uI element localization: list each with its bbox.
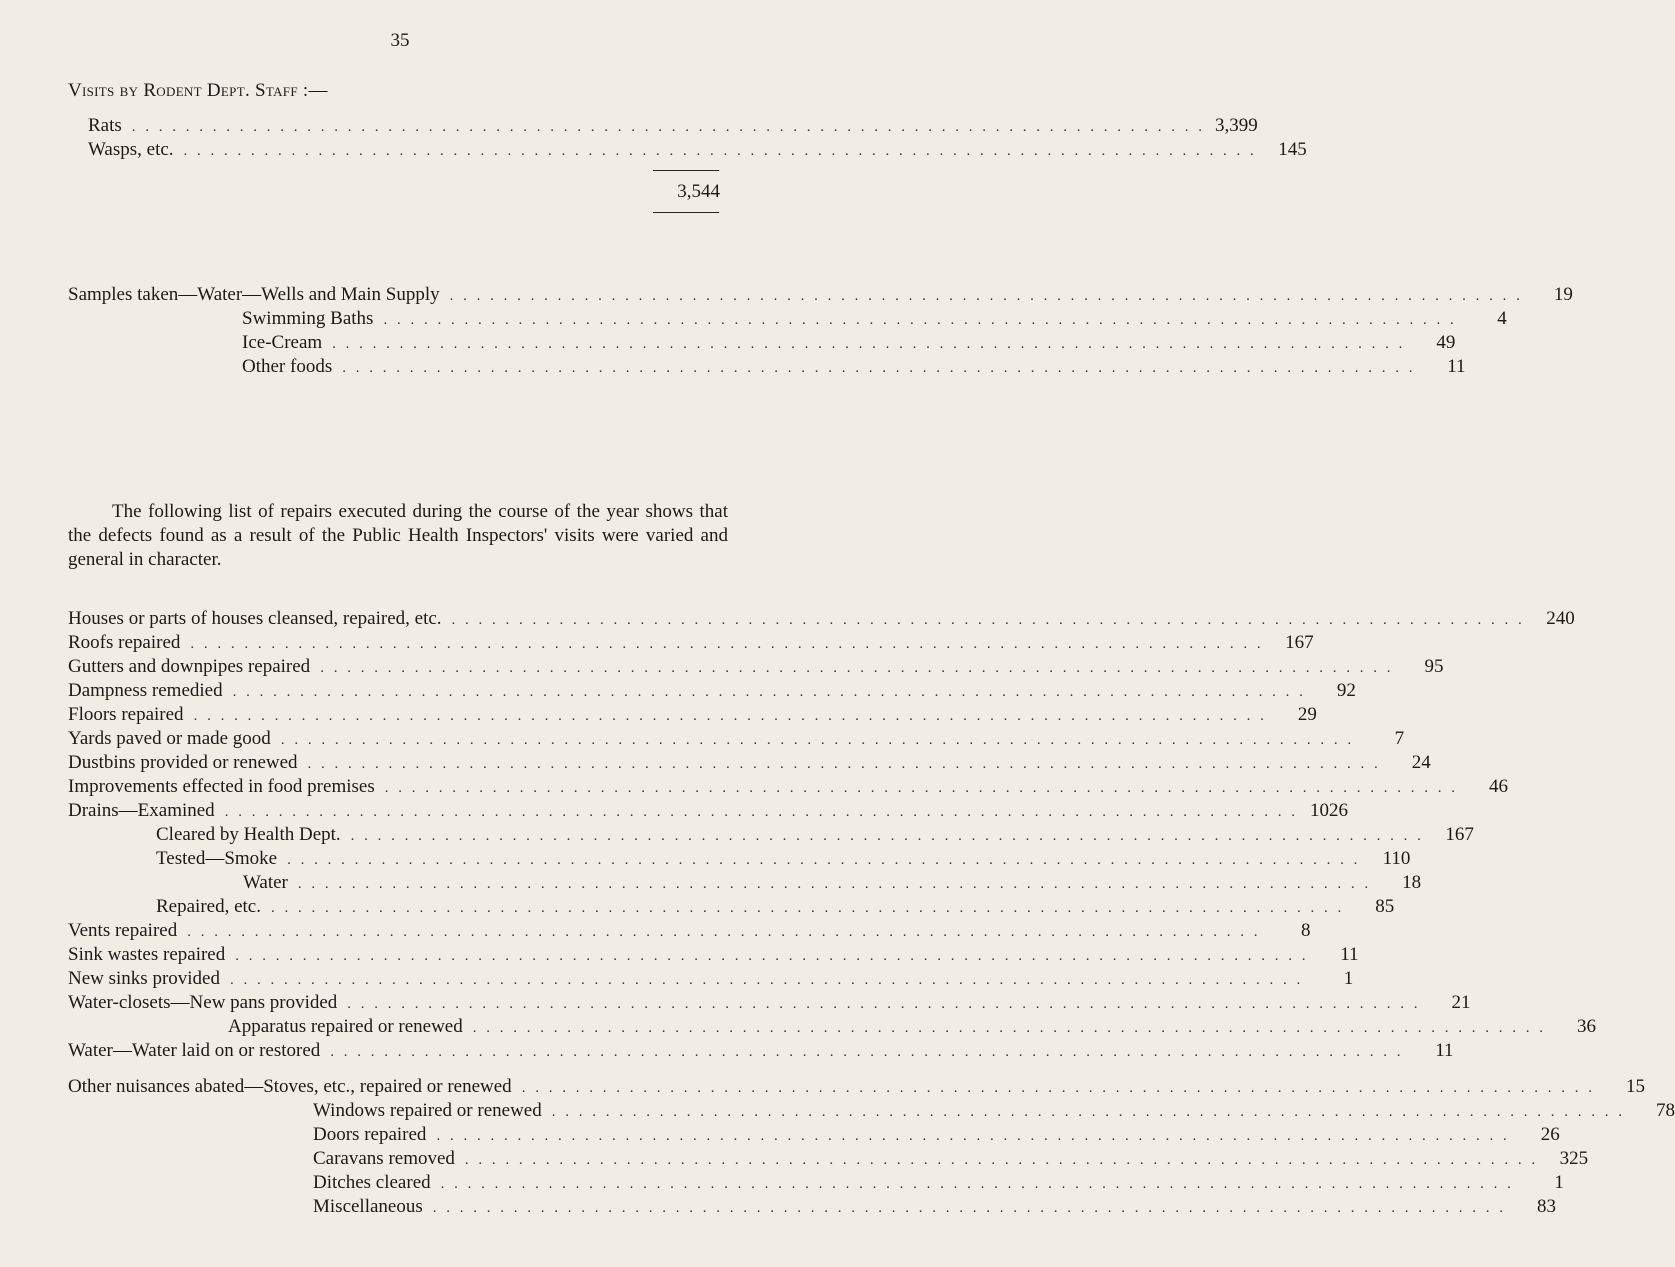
leader-dots: . . . . . . . . . . . . . . . . . . . . . . . . . . . . . . . . . . . . . . . . . . . . . . . . . . . . . . . . . . . . . . . . . . . . . . . . . . . . . . . .	[320, 660, 1394, 676]
leader-dots: . . . . . . . . . . . . . . . . . . . . . . . . . . . . . . . . . . . . . . . . . . . . . . . . . . . . . . . . . . . . . . . . . . . . . . . . . . . . . . . .	[131, 119, 1206, 135]
row-value: 19	[1553, 284, 1573, 305]
repair-row	[68, 727, 1405, 751]
leader-dots: . . . . . . . . . . . . . . . . . . . . . . . . . . . . . . . . . . . . . . . . . . . . . . . . . . . . . . . . . . . . . . . . . . . . . . . . . . . . . . . .	[183, 143, 1257, 159]
leader-dots: . . . . . . . . . . . . . . . . . . . . . . . . . . . . . . . . . . . . . . . . . . . . . . . . . . . . . . . . . . . . . . . . . . . . . . . . . . . . . . . .	[307, 756, 1381, 772]
repair-row	[156, 847, 1411, 871]
row-label: Tested—Smoke	[156, 848, 278, 869]
row-label: Apparatus repaired or renewed	[228, 1016, 463, 1037]
row-label: Roofs repaired	[68, 632, 181, 653]
row-value: 95	[1424, 656, 1444, 677]
row-label: Miscellaneous	[313, 1196, 423, 1217]
row-value: 24	[1411, 752, 1431, 773]
nuisance-row	[313, 1099, 1675, 1123]
sample-row-water	[68, 283, 1573, 307]
row-label: Windows repaired or renewed	[313, 1100, 542, 1121]
row-label: Drains—Examined	[68, 800, 215, 821]
leader-dots: . . . . . . . . . . . . . . . . . . . . . . . . . . . . . . . . . . . . . . . . . . . . . . . . . . . . . . . . . . . . . . . . . . . . . . . . . . . . . . . .	[224, 804, 1298, 820]
leader-dots: . . . . . . . . . . . . . . . . . . . . . . . . . . . . . . . . . . . . . . . . . . . . . . . . . . . . . . . . . . . . . . . . . . . . . . . . . . . . . . . .	[350, 828, 1424, 844]
leader-dots: . . . . . . . . . . . . . . . . . . . . . . . . . . . . . . . . . . . . . . . . . . . . . . . . . . . . . . . . . . . . . . . . . . . . . . . . . . . . . . . .	[384, 780, 1458, 796]
row-label: Yards paved or made good	[68, 728, 271, 749]
row-label: Improvements effected in food premises	[68, 776, 375, 797]
row-value: 85	[1375, 896, 1395, 917]
nuisance-row	[313, 1147, 1589, 1171]
leader-dots: . . . . . . . . . . . . . . . . . . . . . . . . . . . . . . . . . . . . . . . . . . . . . . . . . . . . . . . . . . . . . . . . . . . . . . . . . . . . . . . .	[383, 312, 1457, 328]
row-label: Doors repaired	[313, 1124, 427, 1145]
nuisance-row	[313, 1195, 1557, 1219]
row-value: 36	[1577, 1016, 1596, 1037]
row-value: 110	[1382, 848, 1411, 869]
leader-dots: . . . . . . . . . . . . . . . . . . . . . . . . . . . . . . . . . . . . . . . . . . . . . . . . . . . . . . . . . . . . . . . . . . . . . . . . . . . . . . . .	[432, 1200, 1507, 1216]
leader-dots: . . . . . . . . . . . . . . . . . . . . . . . . . . . . . . . . . . . . . . . . . . . . . . . . . . . . . . . . . . . . . . . . . . . . . . . . . . . . . . . .	[187, 924, 1261, 940]
repair-row	[156, 895, 1395, 919]
row-value: 21	[1451, 992, 1471, 1013]
row-label: Houses or parts of houses cleansed, repaired, etc.	[68, 608, 442, 629]
row-value: 167	[1285, 632, 1314, 653]
rodent-row-wasps	[88, 138, 1307, 162]
rodent-row-rats	[88, 114, 1258, 138]
row-value: 83	[1537, 1196, 1557, 1217]
leader-dots: . . . . . . . . . . . . . . . . . . . . . . . . . . . . . . . . . . . . . . . . . . . . . . . . . . . . . . . . . . . . . . . . . . . . . . . . . . . . . . . .	[297, 876, 1372, 892]
sample-row-icecream	[242, 331, 1456, 355]
row-label: Dampness remedied	[68, 680, 223, 701]
leader-dots: . . . . . . . . . . . . . . . . . . . . . . . . . . . . . . . . . . . . . . . . . . . . . . . . . . . . . . . . . . . . . . . . . . . . . . . . . . . . . . . .	[436, 1128, 1510, 1144]
row-value: 167	[1445, 824, 1474, 845]
row-value: 7	[1394, 728, 1405, 749]
row-label: Water	[243, 872, 288, 893]
leader-dots: . . . . . . . . . . . . . . . . . . . . . . . . . . . . . . . . . . . . . . . . . . . . . . . . . . . . . . . . . . . . . . . . . . . . . . . . . . . . . . . .	[332, 336, 1406, 352]
leader-dots: . . . . . . . . . . . . . . . . . . . . . . . . . . . . . . . . . . . . . . . . . . . . . . . . . . . . . . . . . . . . . . . . . . . . . . . . . . . . . . . .	[232, 684, 1306, 700]
repair-row	[156, 823, 1474, 847]
leader-dots: . . . . . . . . . . . . . . . . . . . . . . . . . . . . . . . . . . . . . . . . . . . . . . . . . . . . . . . . . . . . . . . . . . . . . . . . . . . . . . . .	[193, 708, 1267, 724]
repair-row	[68, 919, 1311, 943]
leader-dots: . . . . . . . . . . . . . . . . . . . . . . . . . . . . . . . . . . . . . . . . . . . . . . . . . . . . . . . . . . . . . . . . . . . . . . . . . . . . . . . .	[235, 948, 1309, 964]
nuisance-row	[68, 1075, 1645, 1099]
repair-row	[68, 967, 1354, 991]
row-value: 49	[1436, 332, 1456, 353]
row-value: 145	[1278, 139, 1307, 160]
total-value: 3,544	[677, 181, 720, 202]
row-label: Samples taken—Water—Wells and Main Supply	[68, 284, 440, 305]
leader-dots: . . . . . . . . . . . . . . . . . . . . . . . . . . . . . . . . . . . . . . . . . . . . . . . . . . . . . . . . . . . . . . . . . . . . . . . . . . . . . . . .	[551, 1104, 1625, 1120]
leader-dots: . . . . . . . . . . . . . . . . . . . . . . . . . . . . . . . . . . . . . . . . . . . . . . . . . . . . . . . . . . . . . . . . . . . . . . . . . . . . . . . .	[451, 612, 1525, 628]
leader-dots: . . . . . . . . . . . . . . . . . . . . . . . . . . . . . . . . . . . . . . . . . . . . . . . . . . . . . . . . . . . . . . . . . . . . . . . . . . . . . . . .	[342, 360, 1416, 376]
leader-dots: . . . . . . . . . . . . . . . . . . . . . . . . . . . . . . . . . . . . . . . . . . . . . . . . . . . . . . . . . . . . . . . . . . . . . . . . . . . . . . . .	[229, 972, 1304, 988]
nuisance-row	[313, 1171, 1564, 1195]
row-value: 92	[1336, 680, 1356, 701]
row-value: 325	[1559, 1148, 1589, 1169]
leader-dots: . . . . . . . . . . . . . . . . . . . . . . . . . . . . . . . . . . . . . . . . . . . . . . . . . . . . . . . . . . . . . . . . . . . . . . . . . . . . . . . .	[330, 1044, 1404, 1060]
row-value: 11	[1435, 1040, 1454, 1061]
row-label: Gutters and downpipes repaired	[68, 656, 311, 677]
row-value: 11	[1340, 944, 1359, 965]
row-label: Wasps, etc.	[88, 139, 174, 160]
row-label: Sink wastes repaired	[68, 944, 226, 965]
sample-row-other	[242, 355, 1466, 379]
row-value: 1	[1554, 1172, 1564, 1193]
repair-row	[68, 703, 1317, 727]
row-label: Water-closets—New pans provided	[68, 992, 338, 1013]
row-value: 8	[1300, 920, 1311, 941]
leader-dots: . . . . . . . . . . . . . . . . . . . . . . . . . . . . . . . . . . . . . . . . . . . . . . . . . . . . . . . . . . . . . . . . . . . . . . . . . . . . . . . .	[347, 996, 1421, 1012]
leader-dots: . . . . . . . . . . . . . . . . . . . . . . . . . . . . . . . . . . . . . . . . . . . . . . . . . . . . . . . . . . . . . . . . . . . . . . . . . . . . . . . .	[472, 1020, 1546, 1036]
row-label: Ice-Cream	[242, 332, 323, 353]
repair-row	[68, 679, 1356, 703]
row-value: 78	[1655, 1100, 1675, 1121]
rodent-section-heading: Visits by Rodent Dept. Staff :—	[68, 80, 328, 101]
row-value: 3,399	[1215, 115, 1258, 136]
row-value: 15	[1625, 1076, 1645, 1097]
repair-row	[68, 1039, 1454, 1063]
row-label: Repaired, etc.	[156, 896, 261, 917]
repair-row	[68, 751, 1431, 775]
row-label: Vents repaired	[68, 920, 178, 941]
repair-row	[68, 943, 1359, 967]
leader-dots: . . . . . . . . . . . . . . . . . . . . . . . . . . . . . . . . . . . . . . . . . . . . . . . . . . . . . . . . . . . . . . . . . . . . . . . . . . . . . . . .	[449, 288, 1523, 304]
row-label: Ditches cleared	[313, 1172, 431, 1193]
row-value: 46	[1488, 776, 1508, 797]
row-label: Water—Water laid on or restored	[68, 1040, 321, 1061]
row-value: 1	[1343, 968, 1354, 989]
intro-paragraph: The following list of repairs executed during the course of the year shows that the defects found as a result of the Public Health Inspectors' visits were varied and general in character.	[68, 501, 728, 570]
row-label: New sinks provided	[68, 968, 220, 989]
row-label: Dustbins provided or renewed	[68, 752, 298, 773]
row-value: 240	[1546, 608, 1575, 629]
leader-dots: . . . . . . . . . . . . . . . . . . . . . . . . . . . . . . . . . . . . . . . . . . . . . . . . . . . . . . . . . . . . . . . . . . . . . . . . . . . . . . . .	[190, 636, 1264, 652]
rodent-total	[600, 180, 720, 204]
repair-row	[228, 1015, 1596, 1039]
row-label: Other foods	[242, 356, 333, 377]
sample-row-swimming	[242, 307, 1507, 331]
leader-dots: . . . . . . . . . . . . . . . . . . . . . . . . . . . . . . . . . . . . . . . . . . . . . . . . . . . . . . . . . . . . . . . . . . . . . . . . . . . . . . . .	[287, 852, 1361, 868]
row-label: Floors repaired	[68, 704, 184, 725]
row-value: 18	[1402, 872, 1422, 893]
leader-dots: . . . . . . . . . . . . . . . . . . . . . . . . . . . . . . . . . . . . . . . . . . . . . . . . . . . . . . . . . . . . . . . . . . . . . . . . . . . . . . . .	[270, 900, 1345, 916]
row-value: 4	[1497, 308, 1507, 329]
nuisance-row	[313, 1123, 1560, 1147]
row-value: 29	[1297, 704, 1317, 725]
repair-row	[68, 607, 1575, 631]
row-value: 26	[1540, 1124, 1560, 1145]
row-value: 11	[1447, 356, 1466, 377]
leader-dots: . . . . . . . . . . . . . . . . . . . . . . . . . . . . . . . . . . . . . . . . . . . . . . . . . . . . . . . . . . . . . . . . . . . . . . . . . . . . . . . .	[280, 732, 1355, 748]
row-label: Swimming Baths	[242, 308, 374, 329]
leader-dots: . . . . . . . . . . . . . . . . . . . . . . . . . . . . . . . . . . . . . . . . . . . . . . . . . . . . . . . . . . . . . . . . . . . . . . . . . . . . . . . .	[464, 1152, 1539, 1168]
leader-dots: . . . . . . . . . . . . . . . . . . . . . . . . . . . . . . . . . . . . . . . . . . . . . . . . . . . . . . . . . . . . . . . . . . . . . . . . . . . . . . . .	[440, 1176, 1514, 1192]
repair-row	[243, 871, 1422, 895]
row-label: Caravans removed	[313, 1148, 455, 1169]
row-label: Cleared by Health Dept.	[156, 824, 341, 845]
row-value: 1026	[1309, 800, 1348, 821]
page-number: 35	[390, 30, 410, 51]
repair-row	[68, 655, 1444, 679]
total-rule-bottom	[653, 212, 719, 213]
repair-row	[68, 799, 1348, 823]
leader-dots: . . . . . . . . . . . . . . . . . . . . . . . . . . . . . . . . . . . . . . . . . . . . . . . . . . . . . . . . . . . . . . . . . . . . . . . . . . . . . . . .	[521, 1080, 1595, 1096]
total-rule-top	[653, 170, 719, 171]
repair-row	[68, 631, 1314, 655]
row-label: Rats	[88, 115, 122, 136]
row-label: Other nuisances abated—Stoves, etc., repaired or renewed	[68, 1076, 512, 1097]
repair-row	[68, 775, 1508, 799]
repair-row	[68, 991, 1471, 1015]
